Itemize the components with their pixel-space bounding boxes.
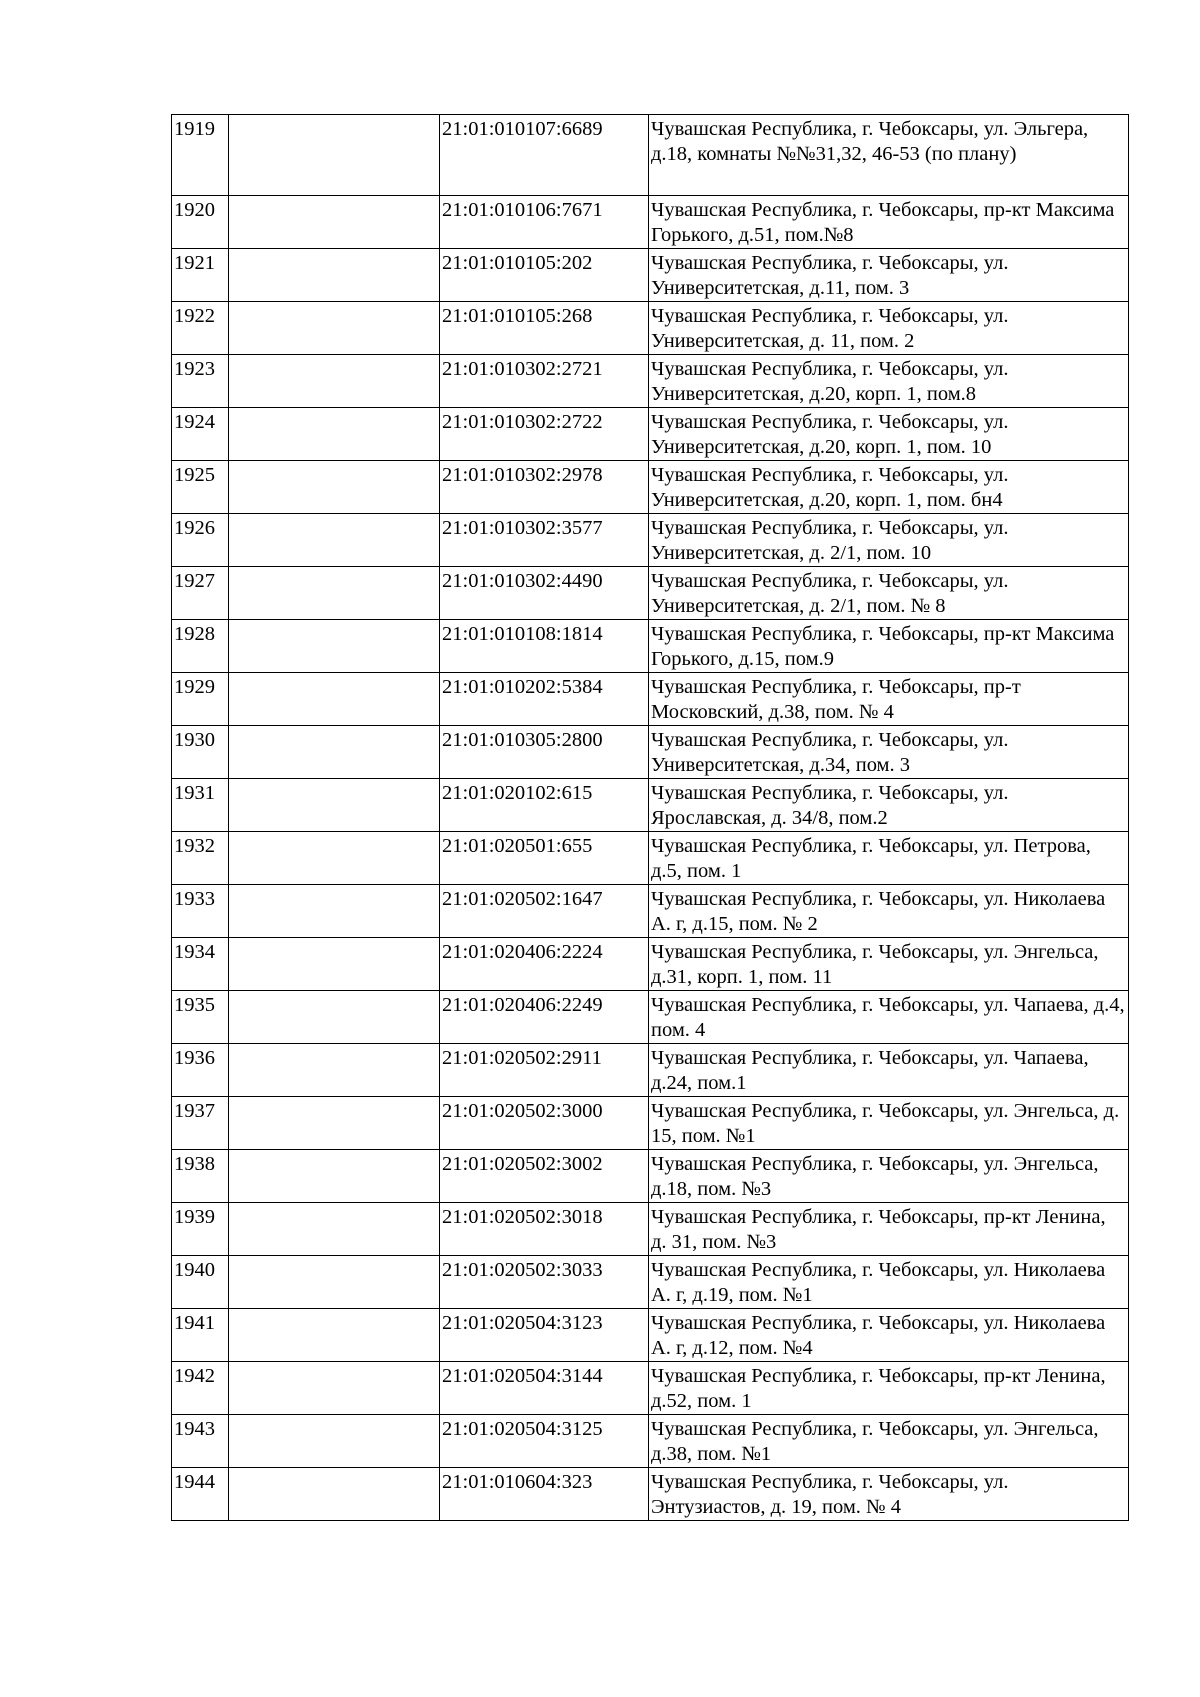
table-row: [172, 1309, 1129, 1362]
cadastral-number-cell: 21:01:020502:3033: [440, 1256, 649, 1309]
row-number-cell: 1940: [172, 1256, 229, 1309]
table-row: [172, 726, 1129, 779]
registry-table-body: [172, 115, 1129, 1521]
row-number-cell: 1939: [172, 1203, 229, 1256]
empty-cell: [229, 832, 440, 885]
empty-cell: [229, 302, 440, 355]
table-row: [172, 885, 1129, 938]
address-cell: Чувашская Республика, г. Чебоксары, ул. Энгельса, д.18, пом. №3: [649, 1150, 1129, 1203]
row-number-cell: 1926: [172, 514, 229, 567]
address-cell: Чувашская Республика, г. Чебоксары, ул. Чапаева, д.4, пом. 4: [649, 991, 1129, 1044]
address-cell: Чувашская Республика, г. Чебоксары, ул. Университетская, д.34, пом. 3: [649, 726, 1129, 779]
table-row: [172, 302, 1129, 355]
cadastral-number-cell: 21:01:010302:4490: [440, 567, 649, 620]
row-number-cell: 1936: [172, 1044, 229, 1097]
property-registry-table: [171, 114, 1129, 1521]
table-row: [172, 779, 1129, 832]
empty-cell: [229, 779, 440, 832]
row-number-cell: 1929: [172, 673, 229, 726]
cadastral-number-cell: 21:01:020502:1647: [440, 885, 649, 938]
cadastral-number-cell: 21:01:020502:3018: [440, 1203, 649, 1256]
address-cell: Чувашская Республика, г. Чебоксары, ул. Университетская, д.20, корп. 1, пом. 10: [649, 408, 1129, 461]
empty-cell: [229, 249, 440, 302]
empty-cell: [229, 1468, 440, 1521]
empty-cell: [229, 1097, 440, 1150]
empty-cell: [229, 885, 440, 938]
cadastral-number-cell: 21:01:020504:3144: [440, 1362, 649, 1415]
empty-cell: [229, 567, 440, 620]
address-cell: Чувашская Республика, г. Чебоксары, ул. Эльгера, д.18, комнаты №№31,32, 46-53 (по плану): [649, 115, 1129, 196]
table-row: [172, 1468, 1129, 1521]
table-row: [172, 514, 1129, 567]
address-cell: Чувашская Республика, г. Чебоксары, ул. Университетская, д. 11, пом. 2: [649, 302, 1129, 355]
empty-cell: [229, 673, 440, 726]
address-cell: Чувашская Республика, г. Чебоксары, ул. Петрова, д.5, пом. 1: [649, 832, 1129, 885]
cadastral-number-cell: 21:01:020501:655: [440, 832, 649, 885]
address-cell: Чувашская Республика, г. Чебоксары, ул. Николаева А. г, д.12, пом. №4: [649, 1309, 1129, 1362]
table-row: [172, 1415, 1129, 1468]
cadastral-number-cell: 21:01:020502:3002: [440, 1150, 649, 1203]
empty-cell: [229, 514, 440, 567]
empty-cell: [229, 461, 440, 514]
row-number-cell: 1938: [172, 1150, 229, 1203]
address-cell: Чувашская Республика, г. Чебоксары, ул. Николаева А. г, д.15, пом. № 2: [649, 885, 1129, 938]
table-row: [172, 355, 1129, 408]
cadastral-number-cell: 21:01:010604:323: [440, 1468, 649, 1521]
row-number-cell: 1924: [172, 408, 229, 461]
row-number-cell: 1921: [172, 249, 229, 302]
row-number-cell: 1930: [172, 726, 229, 779]
cadastral-number-cell: 21:01:020406:2249: [440, 991, 649, 1044]
row-number-cell: 1933: [172, 885, 229, 938]
row-number-cell: 1920: [172, 196, 229, 249]
row-number-cell: 1941: [172, 1309, 229, 1362]
table-row: [172, 196, 1129, 249]
cadastral-number-cell: 21:01:020502:3000: [440, 1097, 649, 1150]
row-number-cell: 1937: [172, 1097, 229, 1150]
cadastral-number-cell: 21:01:020504:3125: [440, 1415, 649, 1468]
table-row: [172, 620, 1129, 673]
table-row: [172, 1044, 1129, 1097]
empty-cell: [229, 1415, 440, 1468]
row-number-cell: 1931: [172, 779, 229, 832]
empty-cell: [229, 1309, 440, 1362]
cadastral-number-cell: 21:01:010302:2721: [440, 355, 649, 408]
cadastral-number-cell: 21:01:020502:2911: [440, 1044, 649, 1097]
empty-cell: [229, 196, 440, 249]
empty-cell: [229, 115, 440, 196]
address-cell: Чувашская Республика, г. Чебоксары, ул. Университетская, д. 2/1, пом. № 8: [649, 567, 1129, 620]
row-number-cell: 1943: [172, 1415, 229, 1468]
empty-cell: [229, 1044, 440, 1097]
cadastral-number-cell: 21:01:020406:2224: [440, 938, 649, 991]
row-number-cell: 1932: [172, 832, 229, 885]
table-row: [172, 673, 1129, 726]
table-row: [172, 1203, 1129, 1256]
empty-cell: [229, 1256, 440, 1309]
cadastral-number-cell: 21:01:010202:5384: [440, 673, 649, 726]
table-row: [172, 461, 1129, 514]
empty-cell: [229, 991, 440, 1044]
row-number-cell: 1922: [172, 302, 229, 355]
address-cell: Чувашская Республика, г. Чебоксары, ул. Николаева А. г, д.19, пом. №1: [649, 1256, 1129, 1309]
row-number-cell: 1919: [172, 115, 229, 196]
table-row: [172, 938, 1129, 991]
address-cell: Чувашская Республика, г. Чебоксары, ул. Ярославская, д. 34/8, пом.2: [649, 779, 1129, 832]
table-row: [172, 408, 1129, 461]
empty-cell: [229, 1362, 440, 1415]
empty-cell: [229, 1150, 440, 1203]
address-cell: Чувашская Республика, г. Чебоксары, ул. Университетская, д.20, корп. 1, пом. бн4: [649, 461, 1129, 514]
address-cell: Чувашская Республика, г. Чебоксары, пр-кт Максима Горького, д.51, пом.№8: [649, 196, 1129, 249]
row-number-cell: 1934: [172, 938, 229, 991]
table-row: [172, 115, 1129, 196]
table-row: [172, 1362, 1129, 1415]
address-cell: Чувашская Республика, г. Чебоксары, ул. Университетская, д. 2/1, пом. 10: [649, 514, 1129, 567]
address-cell: Чувашская Республика, г. Чебоксары, пр-кт Максима Горького, д.15, пом.9: [649, 620, 1129, 673]
cadastral-number-cell: 21:01:010107:6689: [440, 115, 649, 196]
cadastral-number-cell: 21:01:010108:1814: [440, 620, 649, 673]
empty-cell: [229, 1203, 440, 1256]
row-number-cell: 1923: [172, 355, 229, 408]
empty-cell: [229, 355, 440, 408]
cadastral-number-cell: 21:01:010302:2978: [440, 461, 649, 514]
table-row: [172, 249, 1129, 302]
cadastral-number-cell: 21:01:020504:3123: [440, 1309, 649, 1362]
table-row: [172, 567, 1129, 620]
table-row: [172, 832, 1129, 885]
address-cell: Чувашская Республика, г. Чебоксары, ул. Энгельса, д.38, пом. №1: [649, 1415, 1129, 1468]
cadastral-number-cell: 21:01:010302:3577: [440, 514, 649, 567]
cadastral-number-cell: 21:01:020102:615: [440, 779, 649, 832]
address-cell: Чувашская Республика, г. Чебоксары, пр-кт Ленина, д. 31, пом. №3: [649, 1203, 1129, 1256]
address-cell: Чувашская Республика, г. Чебоксары, ул. Энгельса, д.31, корп. 1, пом. 11: [649, 938, 1129, 991]
row-number-cell: 1928: [172, 620, 229, 673]
row-number-cell: 1944: [172, 1468, 229, 1521]
empty-cell: [229, 726, 440, 779]
address-cell: Чувашская Республика, г. Чебоксары, ул. Чапаева, д.24, пом.1: [649, 1044, 1129, 1097]
row-number-cell: 1935: [172, 991, 229, 1044]
cadastral-number-cell: 21:01:010106:7671: [440, 196, 649, 249]
address-cell: Чувашская Республика, г. Чебоксары, пр-т Московский, д.38, пом. № 4: [649, 673, 1129, 726]
table-row: [172, 1150, 1129, 1203]
cadastral-number-cell: 21:01:010105:268: [440, 302, 649, 355]
address-cell: Чувашская Республика, г. Чебоксары, пр-кт Ленина, д.52, пом. 1: [649, 1362, 1129, 1415]
cadastral-number-cell: 21:01:010305:2800: [440, 726, 649, 779]
cadastral-number-cell: 21:01:010302:2722: [440, 408, 649, 461]
row-number-cell: 1942: [172, 1362, 229, 1415]
row-number-cell: 1925: [172, 461, 229, 514]
row-number-cell: 1927: [172, 567, 229, 620]
empty-cell: [229, 620, 440, 673]
address-cell: Чувашская Республика, г. Чебоксары, ул. Университетская, д.11, пом. 3: [649, 249, 1129, 302]
table-row: [172, 991, 1129, 1044]
table-row: [172, 1256, 1129, 1309]
empty-cell: [229, 938, 440, 991]
cadastral-number-cell: 21:01:010105:202: [440, 249, 649, 302]
address-cell: Чувашская Республика, г. Чебоксары, ул. Энгельса, д. 15, пом. №1: [649, 1097, 1129, 1150]
empty-cell: [229, 408, 440, 461]
table-row: [172, 1097, 1129, 1150]
address-cell: Чувашская Республика, г. Чебоксары, ул. Энтузиастов, д. 19, пом. № 4: [649, 1468, 1129, 1521]
address-cell: Чувашская Республика, г. Чебоксары, ул. Университетская, д.20, корп. 1, пом.8: [649, 355, 1129, 408]
